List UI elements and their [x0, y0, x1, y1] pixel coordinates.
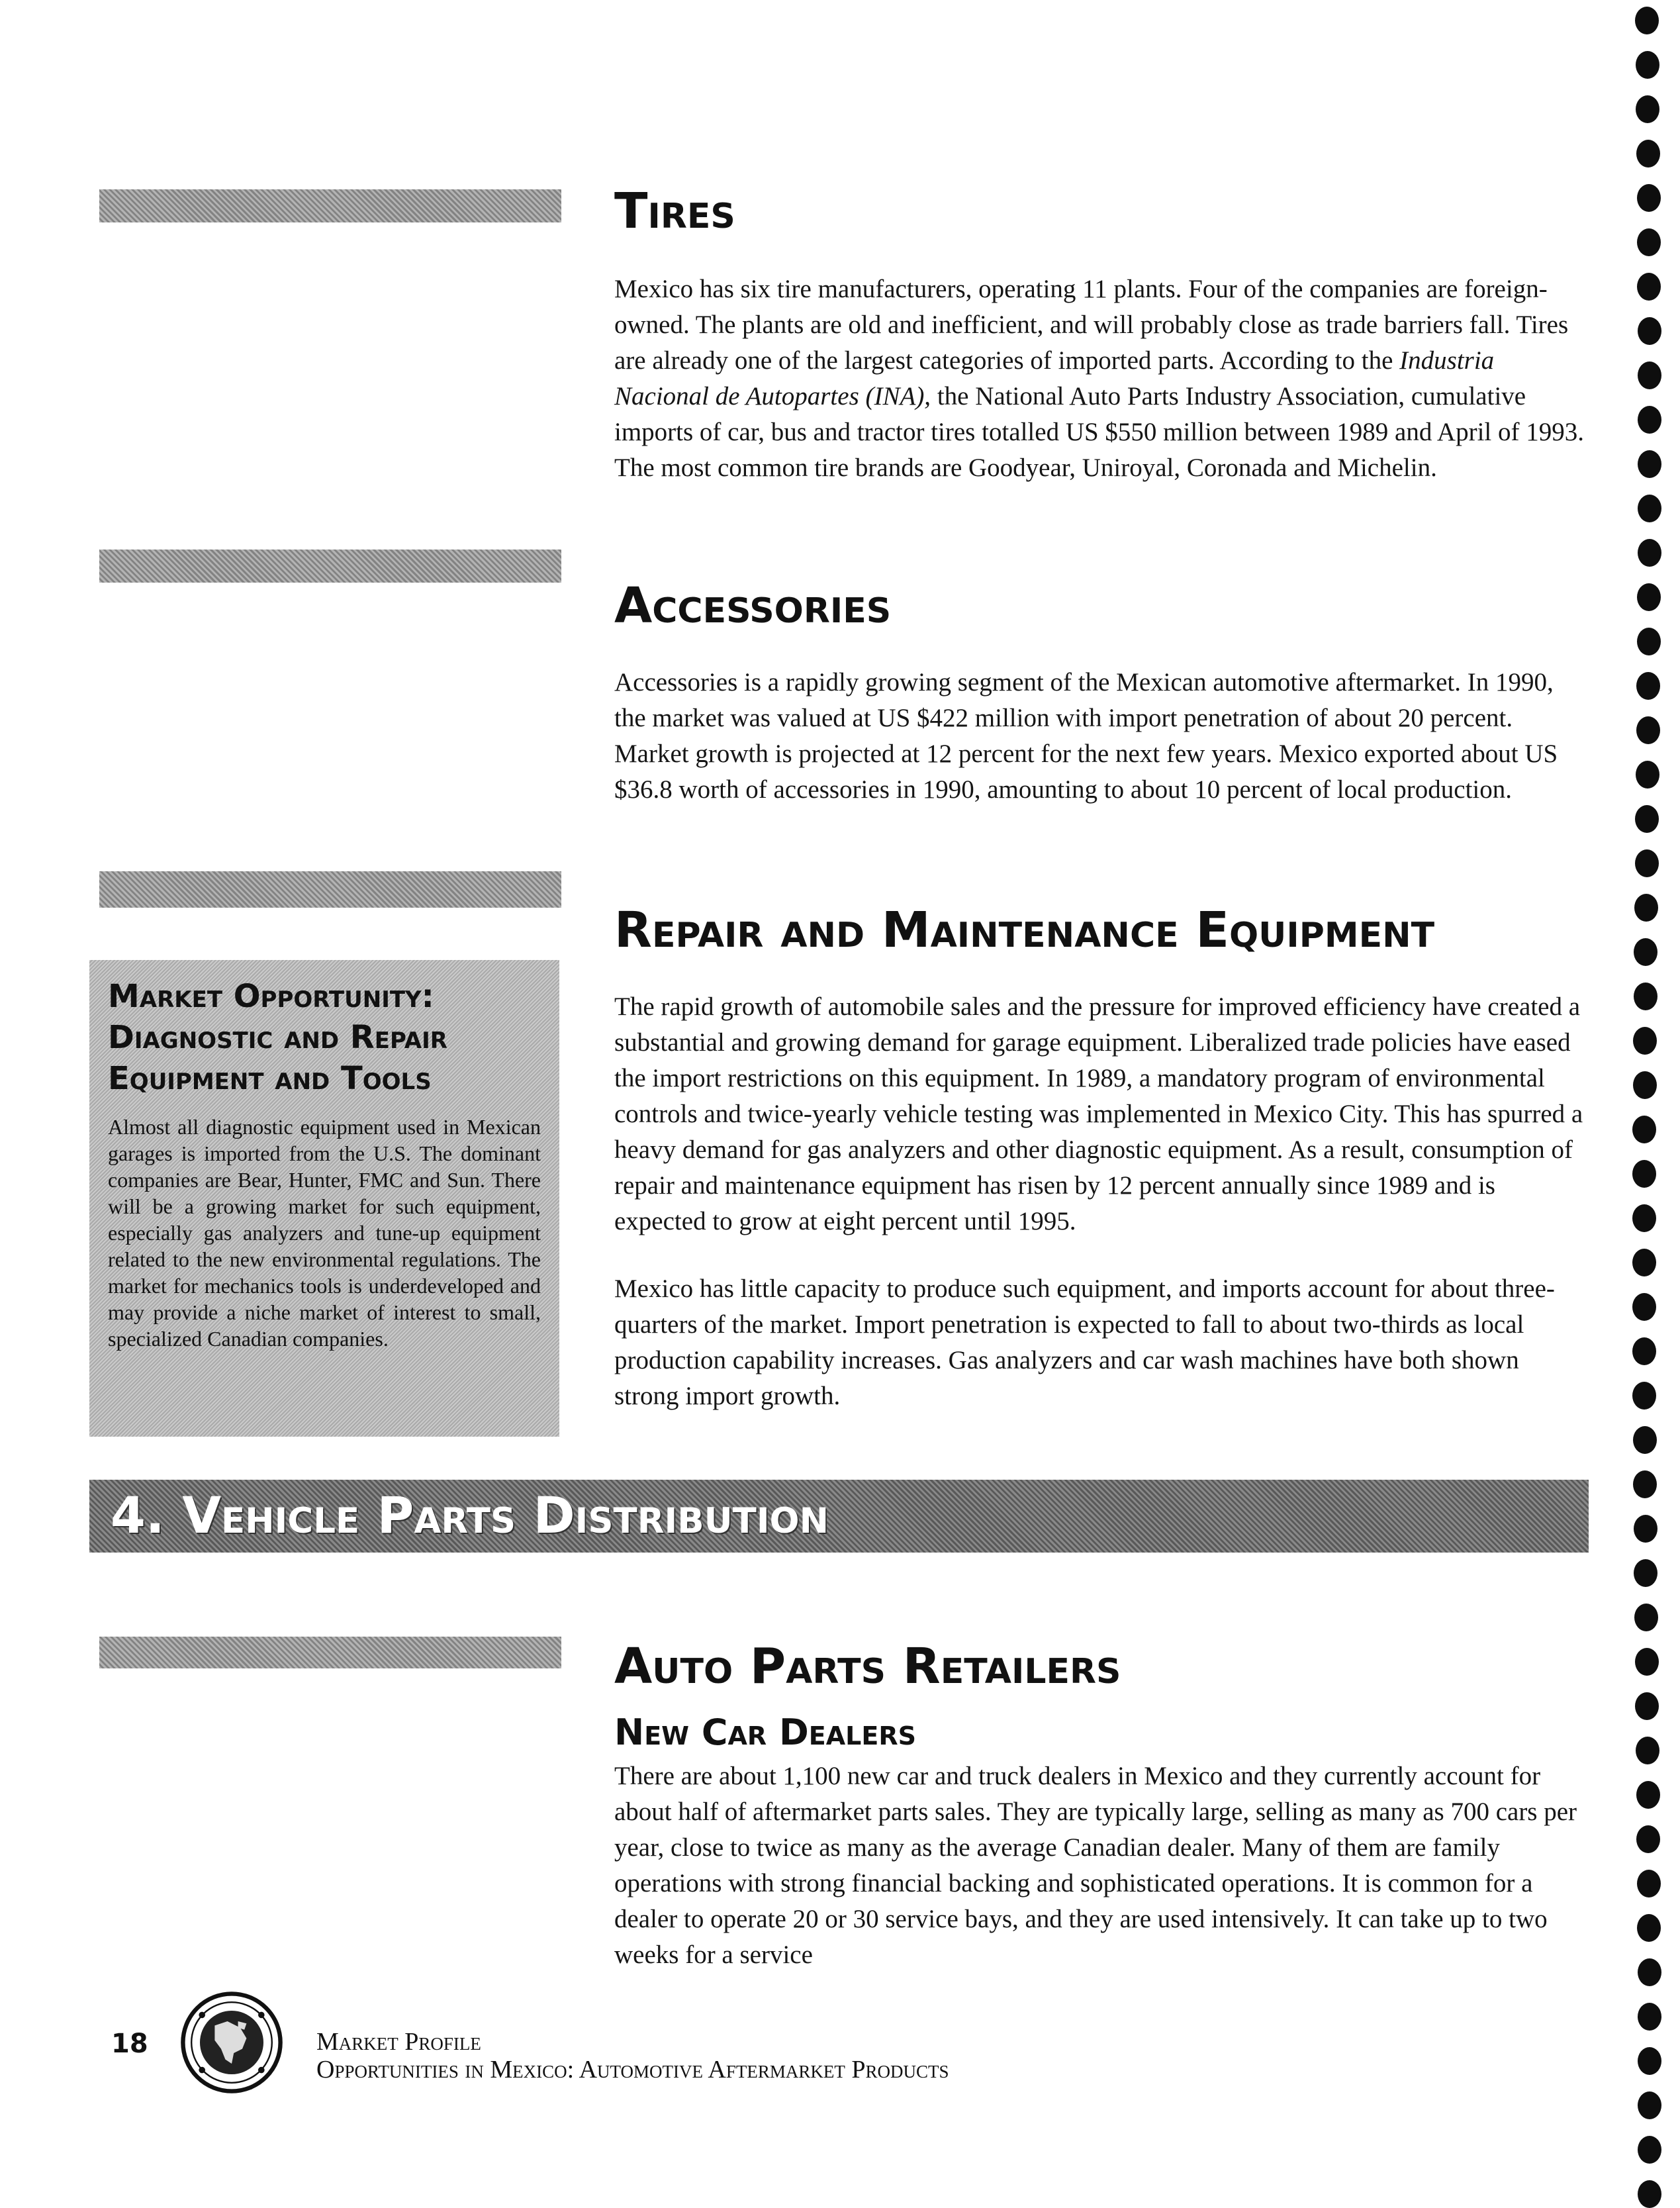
- accessories-heading: Accessories: [614, 577, 892, 634]
- new-car-dealers-subheading: New Car Dealers: [614, 1711, 916, 1753]
- binding-hole: [1634, 983, 1657, 1010]
- binding-hole: [1634, 1604, 1658, 1631]
- binding-hole: [1637, 1914, 1661, 1942]
- binding-hole: [1638, 2003, 1661, 2031]
- binding-hole: [1634, 1559, 1657, 1587]
- binding-hole: [1638, 495, 1661, 522]
- binding-hole: [1637, 628, 1661, 655]
- binding-hole: [1636, 672, 1660, 700]
- binding-hole: [1632, 1204, 1656, 1232]
- binding-hole: [1636, 1825, 1660, 1853]
- repair-paragraph-2: Mexico has little capacity to produce such equipment, and imports account for about three-quarters of the market. Import penetration is expected to fall to about two-thirds as local production capability increases. Gas analyzers and car wash machines have both shown strong import growth.: [614, 1274, 1555, 1410]
- binding-hole: [1632, 1293, 1656, 1321]
- repair-paragraph-1: The rapid growth of automobile sales and the pressure for improved efficiency have created a substantial and growing demand for garage equipment. Liberalized trade policies have eased the import restrictions on this equipment. In 1989, a mandatory program of environmental controls and twice-yearly vehicle testing was implemented in Mexico City. This has spurred a heavy demand for gas analyzers and other diagnostic equipment. As a result, consumption of repair and maintenance equipment has risen by 12 percent annually since 1989 and is expected to grow at eight percent until 1995.: [614, 992, 1583, 1235]
- retailers-side-bar: [99, 1637, 561, 1668]
- binding-hole: [1636, 140, 1660, 168]
- section-title: 4. Vehicle Parts Distribution: [111, 1486, 829, 1545]
- page-number: 18: [111, 2029, 148, 2059]
- binding-hole: [1638, 2180, 1661, 2208]
- binding-hole: [1633, 1027, 1657, 1055]
- binding-hole: [1632, 1382, 1656, 1410]
- binding-hole: [1635, 1692, 1659, 1720]
- binding-hole: [1638, 2047, 1661, 2075]
- repair-heading: Repair and Maintenance Equipment: [614, 902, 1435, 959]
- binding-hole: [1637, 184, 1661, 212]
- market-opportunity-sidebar: [89, 960, 559, 1437]
- binding-hole: [1635, 805, 1659, 833]
- binding-hole: [1633, 1426, 1657, 1454]
- binding-hole: [1637, 273, 1661, 301]
- sidebar-body: Almost all diagnostic equipment used in Mexican garages is imported from the U.S. The dominant companies are Bear, Hunter, FMC and Sun. There will be a growing market for such equipment, especially gas analyzers and tune-up equipment related to the new environmental regulations. The market for mechanics tools is underdeveloped and may provide a niche market of interest to small, specialized Canadian companies.: [108, 1115, 541, 1351]
- binding-hole: [1633, 1071, 1657, 1099]
- tires-body: Mexico has six tire manufacturers, operating 11 plants. Four of the companies are foreign-owned. The plants are old and inefficient, and will probably close as trade barriers fall. Tires are already one of the largest categories of imported parts. According to the Industria Nacional de Autopartes (INA), the National Auto Parts Industry Association, cumulative imports of car, bus and tractor tires totalled US $550 million between 1989 and April of 1993. The most common tire brands are Goodyear, Uniroyal, Coronada and Michelin.: [614, 275, 1584, 482]
- binding-hole: [1636, 1781, 1660, 1809]
- accessories-body: Accessories is a rapidly growing segment of the Mexican automotive aftermarket. In 1990, the market was valued at US $422 million with import penetration of about 20 percent. Market growth is projected at 12 percent for the next few years. Mexico exported about US $36.8 worth of accessories in 1990, amounting to about 10 percent of local production.: [614, 668, 1558, 804]
- binding-hole: [1638, 1958, 1661, 1986]
- binding-hole: [1638, 361, 1661, 389]
- tires-heading: Tires: [614, 183, 735, 240]
- binding-hole: [1635, 1648, 1659, 1676]
- binding-hole: [1634, 938, 1657, 966]
- binding-hole: [1638, 317, 1661, 345]
- binding-hole: [1636, 761, 1659, 789]
- binding-hole: [1636, 51, 1659, 79]
- binding-hole: [1633, 1470, 1657, 1498]
- binding-hole: [1637, 1870, 1661, 1897]
- sidebar-title: Market Opportunity: Diagnostic and Repair Equipment and Tools: [108, 978, 447, 1097]
- footer-line-2: Opportunities in Mexico: Automotive Aftermarket Products: [316, 2056, 949, 2084]
- tires-side-bar: [99, 189, 561, 222]
- binding-hole: [1635, 7, 1659, 34]
- binding-hole: [1638, 450, 1661, 478]
- binding-hole: [1635, 849, 1659, 877]
- binding-hole: [1632, 1116, 1656, 1143]
- retailers-body: There are about 1,100 new car and truck dealers in Mexico and they currently account for about half of aftermarket parts sales. They are typically large, selling as many as 700 cars per year, close to twice as many as the average Canadian dealer. Many of them are family operations with strong financial backing and sophisticated operations. It is common for a dealer to operate 20 or 30 service bays, and they are used intensively. It can take up to two weeks for a service: [614, 1762, 1577, 1969]
- binding-hole: [1638, 539, 1661, 567]
- binding-hole: [1632, 1160, 1656, 1188]
- section-banner: [89, 1480, 1589, 1553]
- nafta-seal-logo: [179, 1990, 285, 2095]
- binding-hole: [1632, 1249, 1656, 1276]
- binding-hole: [1638, 2091, 1661, 2119]
- binding-hole: [1636, 716, 1660, 744]
- repair-side-bar: [99, 871, 561, 908]
- binding-hole: [1632, 1337, 1656, 1365]
- binding-hole: [1637, 228, 1661, 256]
- retailers-heading: Auto Parts Retailers: [614, 1638, 1121, 1695]
- binding-hole: [1634, 1515, 1657, 1543]
- accessories-side-bar: [99, 550, 561, 583]
- binding-hole: [1636, 95, 1659, 123]
- binding-hole: [1638, 2136, 1661, 2164]
- spiral-binding: [1615, 0, 1680, 2201]
- binding-hole: [1637, 583, 1661, 611]
- binding-hole: [1638, 406, 1661, 434]
- binding-hole: [1636, 1737, 1659, 1764]
- binding-hole: [1634, 894, 1658, 922]
- footer-line-1: Market Profile: [316, 2028, 481, 2056]
